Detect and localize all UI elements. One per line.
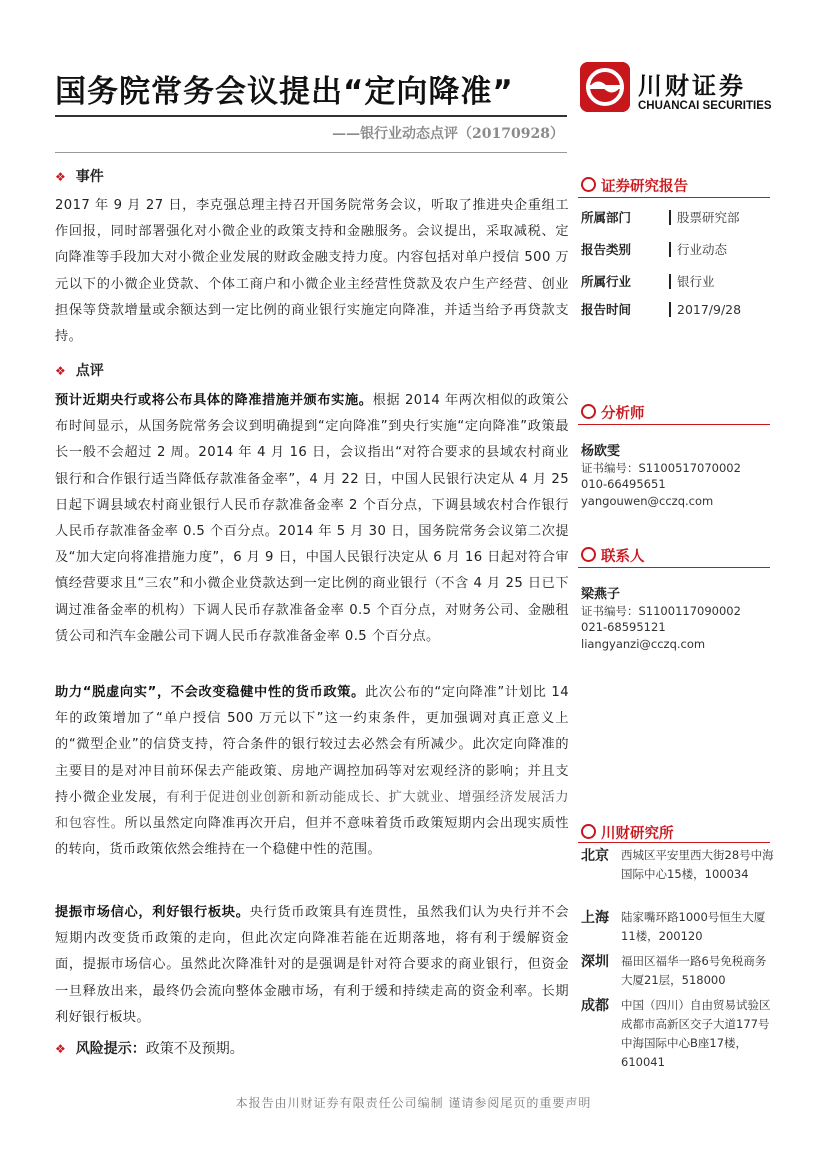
report-title: 国务院常务会议提出“定向降准”	[55, 74, 514, 110]
office-city-shanghai: 上海	[581, 910, 609, 926]
paragraph-quote: 有利于促进创业创新和新动能成长、扩大就业、增强经济发展活力和包容性。	[55, 789, 569, 832]
paragraph-body: 央行货币政策具有连贯性，虽然我们认为央行并不会短期内改变货币政策的走向，但此次定向降准若能在近期落地，将有利于缓解资金面，提振市场信心。虽然此次降准针对的是强调是针对符合要求的商业银行，但资金一旦释放出来，最终仍会流向整体金融市场，有利于缓和持续走高的资金利率。长期利好银行板块。	[55, 905, 569, 1025]
event-paragraph: 2017 年 9 月 27 日，李克强总理主持召开国务院常务会议，听取了推进央企重组工作回报，同时部署强化对小微企业的政策支持和金融服务。会议提出，采取减税、定向降准等手段加大对小微企业发展的财政金融支持力度。内容包括对单户授信 500 万元以下的小微企业贷款、个体工商户和小微企业主经营性贷款及农户生产经营、创业担保等贷款增量或余额达到一定比例的商业银行实施定向降准，并适当给予再贷款支持。	[55, 198, 569, 345]
analyst-circle-icon	[581, 404, 596, 419]
header-divider	[55, 152, 567, 153]
logo-text-en: CHUANCAI SECURITIES	[638, 100, 772, 112]
office-city-shenzhen: 深圳	[581, 954, 609, 970]
report-circle-icon	[581, 177, 596, 192]
contact-cert: 证书编号：S1100117090002	[581, 604, 741, 618]
office-city-beijing: 北京	[581, 848, 609, 864]
paragraph-lead: 提振市场信心，利好银行板块。	[55, 905, 250, 920]
header-rule	[55, 115, 567, 117]
review-paragraph-3	[55, 900, 569, 1031]
meta-row-category: 报告类别 行业动态	[581, 242, 728, 257]
company-logo	[580, 62, 780, 122]
paragraph-body: 根据 2014 年两次相似的政策公布时间显示，从国务院常务会议到明确提到“定向降准”到央行实施“定向降准”政策最长一般不会超过 2 周。2014 年 4 月 16 日，会议指出“对符合要求的县域农村商业银行和合作银行适当降低存款准备金率”，4 月 22 日，中国人民银行决定从 4 月 25 日起下调县域农村商业银行人民币存款准备金率 2 个百分点，下调县域农村合作银行人民币存款准备金率 0.5 个百分点。2014 年 5 月 30 日，国务院常务会议第二次提及“加大定向将准措施力度”，6 月 9 日，中国人民银行决定从 6 月 16 日起对符合审慎经营要求且“三农”和小微企业贷款达到一定比例的商业银行（不含 4 月 25 日已下调过准备金率的机构）下调人民币存款准备金率 0.5 个百分点，对财务公司、金融租赁公司和汽车金融公司下调人民币存款准备金率 0.5 个百分点。	[55, 393, 569, 644]
paragraph-lead: 助力“脱虚向实”，不会改变稳健中性的货币政策。	[55, 685, 366, 700]
paragraph-lead: 预计近期央行或将公布具体的降准措施并颁布实施。	[55, 393, 373, 408]
office-address-beijing: 西城区平安里西大街28号中海国际中心15楼，100034	[621, 848, 774, 881]
contact-phone: 021-68595121	[581, 620, 666, 634]
analyst-cert: 证书编号：S1100517070002	[581, 461, 741, 475]
review-paragraph-1	[55, 388, 569, 650]
report-subtitle: ——银行业动态点评（20170928）	[332, 126, 564, 142]
paragraph-body: 此次公布的“定向降准”计划比 14 年的政策增加了“单户授信 500 万元以下”这一约束条件，更加强调对真正意义上的“微型企业”的信贷支持，符合条件的银行较过去必然会有所减少。此次定向降准的主要目的是对冲目前环保去产能政策、房地产调控加码等对宏观经济的影响；并且支持小微企业发展，	[55, 685, 569, 805]
analyst-phone: 010-66495651	[581, 477, 666, 491]
side-divider	[578, 567, 770, 568]
meta-row-industry: 所属行业 银行业	[581, 274, 715, 289]
side-heading-contact: 联系人	[581, 545, 645, 566]
diamond-bullet-icon: ❖	[55, 170, 66, 184]
analyst-email[interactable]: yangouwen@cczq.com	[581, 494, 714, 508]
side-heading-institute: 川财研究所	[581, 822, 674, 843]
side-divider	[578, 197, 770, 198]
meta-row-department: 所属部门 股票研究部	[581, 210, 740, 225]
office-address-shanghai: 陆家嘴环路1000号恒生大厦11楼，200120	[621, 910, 766, 943]
contact-email[interactable]: liangyanzi@cczq.com	[581, 637, 706, 651]
office-address-chengdu: 中国（四川）自由贸易试验区成都市高新区交子大道177号中海国际中心B座17楼，610041	[621, 998, 771, 1069]
analyst-name: 杨欧雯	[581, 444, 621, 459]
side-heading-report: 证券研究报告	[581, 175, 688, 196]
office-city-chengdu: 成都	[581, 998, 609, 1014]
diamond-bullet-icon: ❖	[55, 1042, 66, 1056]
diamond-bullet-icon: ❖	[55, 364, 66, 378]
office-address-shenzhen: 福田区福华一路6号免税商务大厦21层，518000	[621, 954, 767, 987]
logo-text-cn: 川财证券	[638, 72, 746, 100]
contact-name: 梁燕子	[581, 587, 621, 602]
risk-note: ❖ 风险提示：政策不及预期。	[55, 1041, 244, 1057]
section-heading-review: ❖ 点评	[55, 363, 104, 379]
page-footer-disclaimer: 本报告由川财证券有限责任公司编制 谨请参阅尾页的重要声明	[235, 1096, 592, 1110]
section-heading-event: ❖ 事件	[55, 169, 104, 185]
review-paragraph-2	[55, 680, 569, 863]
side-divider	[578, 424, 770, 425]
side-divider	[578, 842, 770, 843]
logo-mark-icon	[580, 62, 630, 112]
paragraph-body: 所以虽然定向降准再次开启，但并不意味着货币政策短期内会出现实质性的转向，货币政策依然会维持在一个稳健中性的范围。	[55, 816, 570, 858]
institute-circle-icon	[581, 824, 596, 839]
meta-row-date: 报告时间 2017/9/28	[581, 302, 742, 317]
contact-circle-icon	[581, 547, 596, 562]
side-heading-analyst: 分析师	[581, 402, 645, 423]
